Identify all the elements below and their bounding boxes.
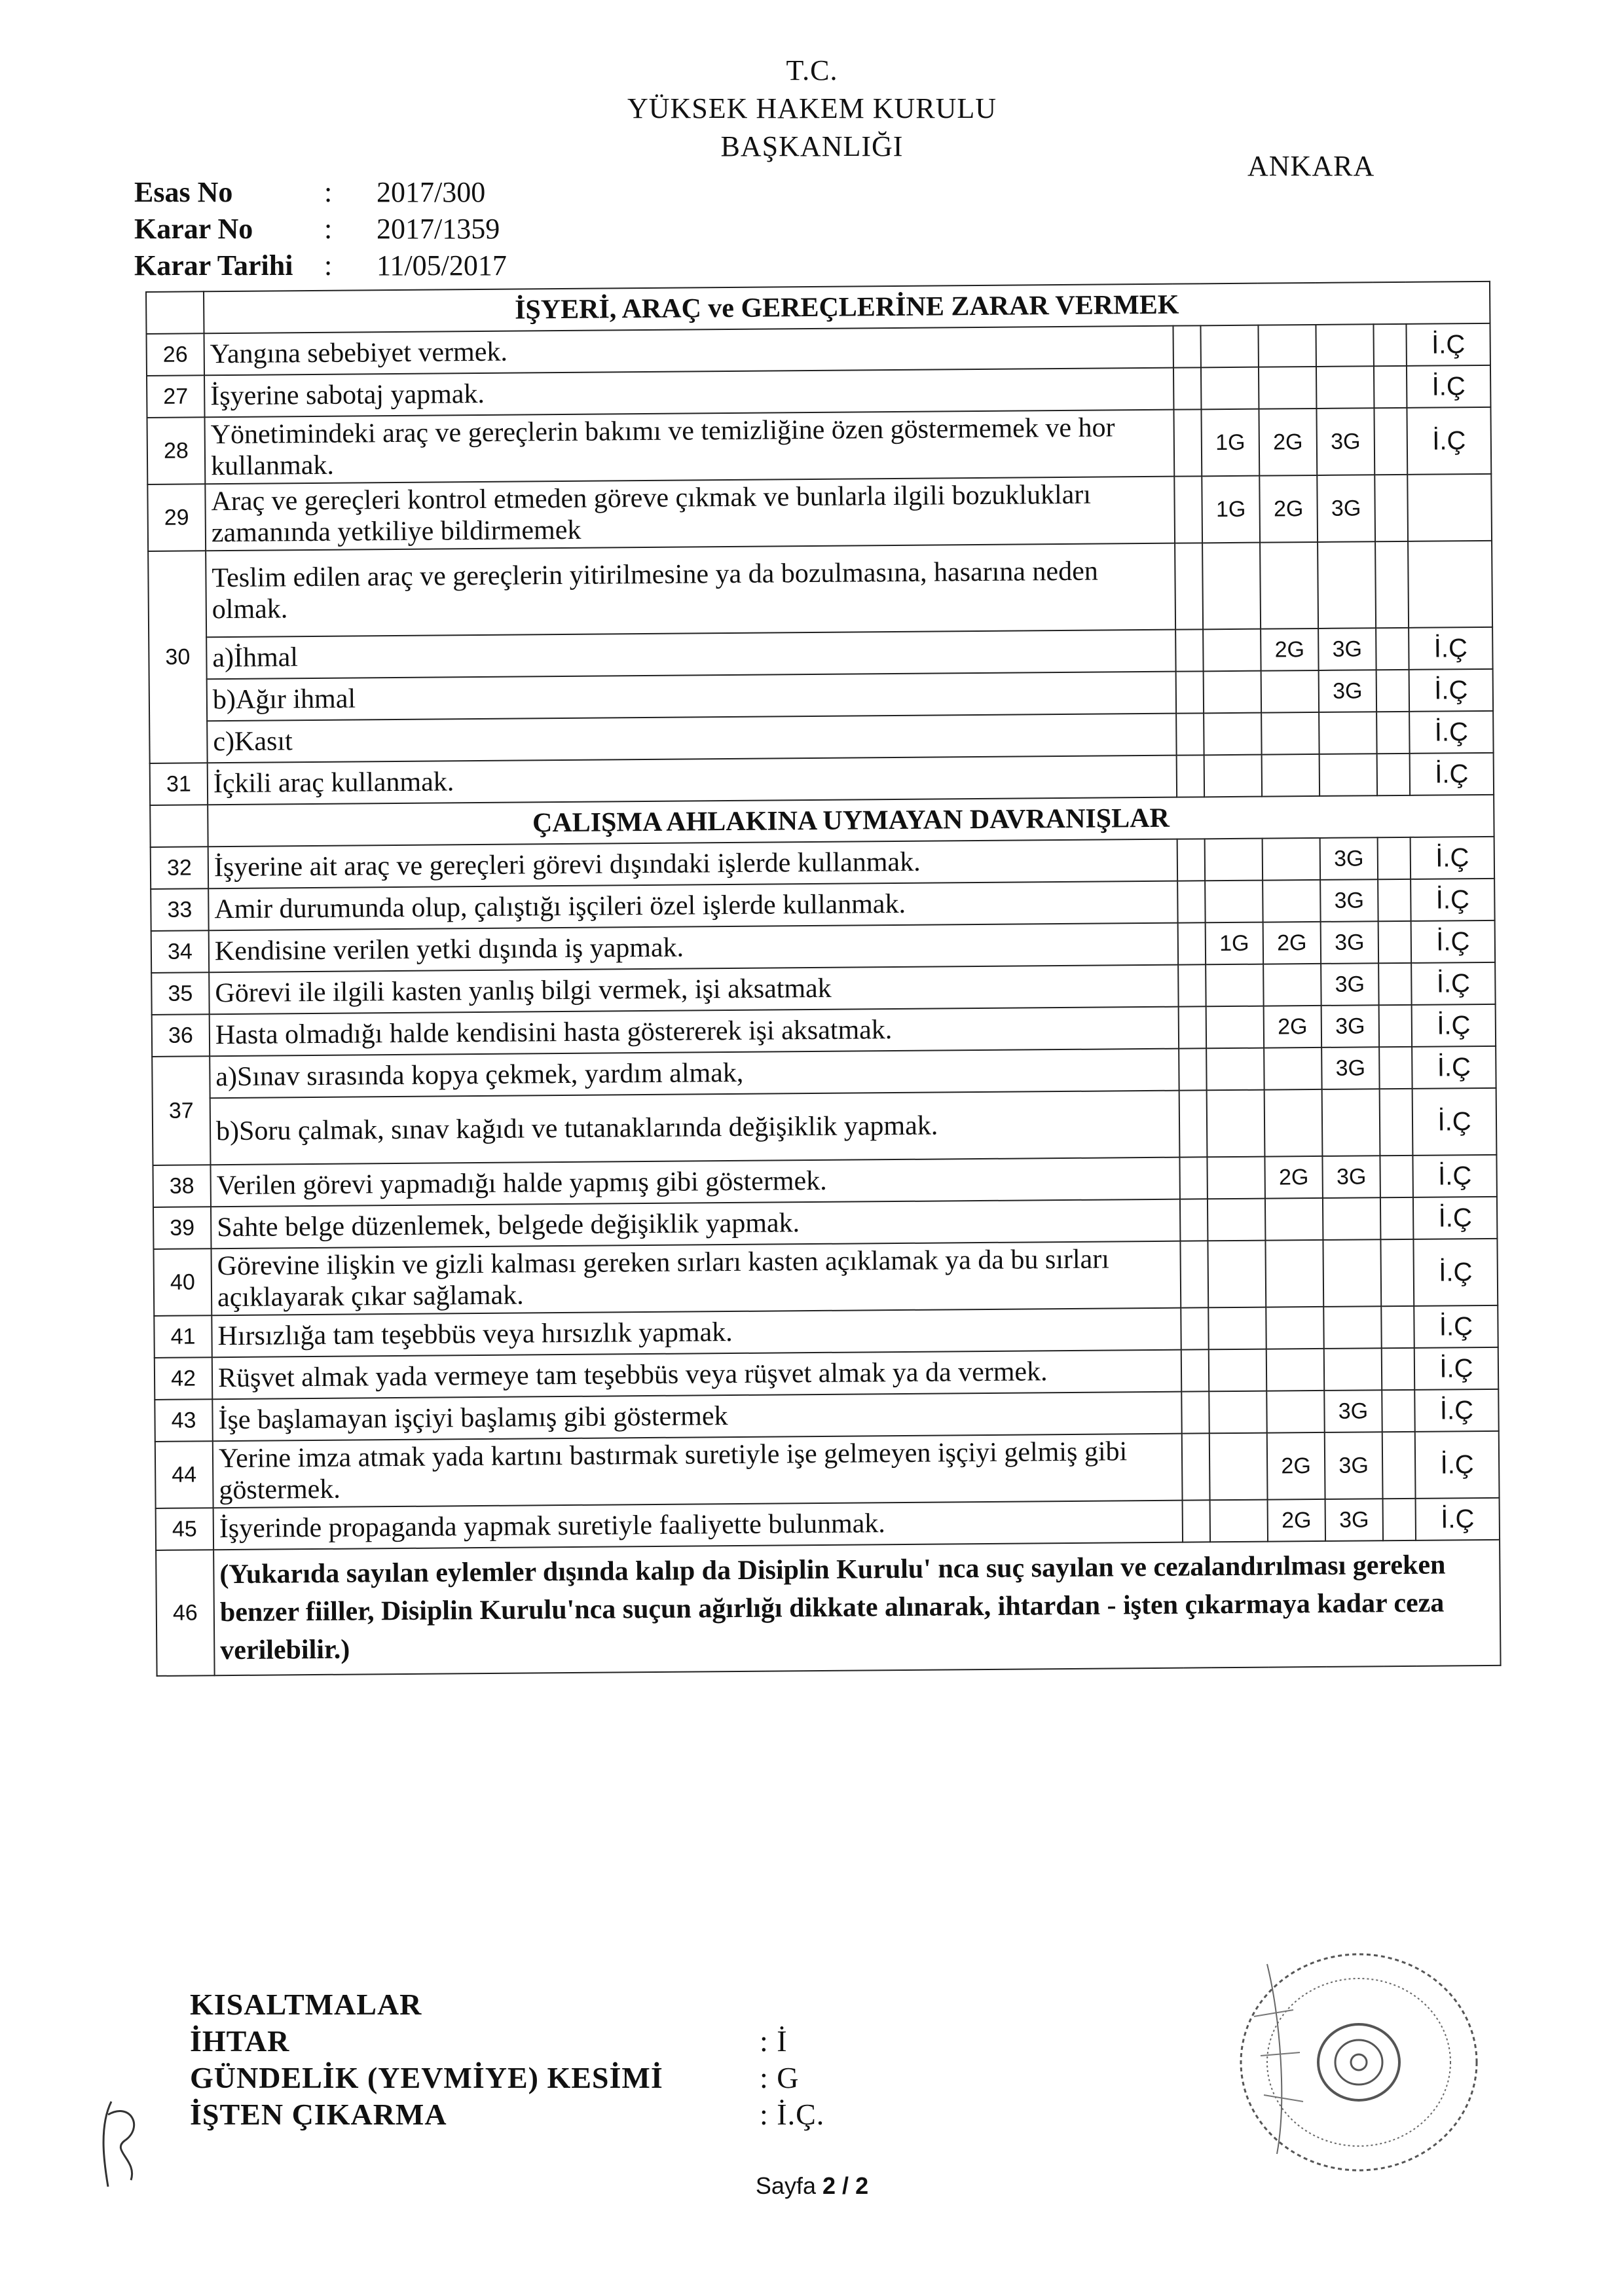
official-stamp	[1215, 1938, 1503, 2187]
blank-cell	[1204, 671, 1262, 714]
penalty-3g: 3G	[1321, 1047, 1379, 1089]
blank-cell	[1173, 409, 1202, 476]
header-tc: T.C.	[786, 54, 838, 86]
penalty-3g: 3G	[1321, 921, 1379, 964]
abbr-code: : İ	[760, 2024, 788, 2058]
penalty-dismissal: İ.Ç	[1406, 323, 1490, 366]
offense-number: 40	[153, 1248, 212, 1316]
penalty-3g	[1316, 366, 1375, 409]
abbr-term: İŞTEN ÇIKARMA	[190, 2098, 447, 2131]
penalty-1g	[1209, 1433, 1268, 1501]
offense-description: Yerine imza atmak yada kartını bastırmak suretiyle işe gelmeyen işçiyi gelmiş gibi göstermek.	[213, 1434, 1183, 1508]
penalty-2g	[1266, 1349, 1325, 1391]
blank-cell	[1177, 881, 1206, 922]
penalty-dismissal: İ.Ç	[1409, 669, 1494, 712]
meta-row	[134, 175, 507, 212]
offense-number: 46	[156, 1550, 215, 1676]
penalty-2g	[1261, 712, 1319, 755]
offense-subitem: b)Soru çalmak, sınav kağıdı ve tutanaklarında değişiklik yapmak.	[210, 1091, 1180, 1165]
blank-cell	[1382, 1390, 1415, 1432]
offense-description: Sahte belge düzenlemek, belgede değişiklik yapmak.	[211, 1199, 1180, 1249]
blank-cell	[1178, 922, 1206, 964]
penalty-1g	[1206, 964, 1263, 1007]
blank-cell	[1202, 543, 1261, 630]
penalty-2g	[1265, 1240, 1323, 1307]
offense-description: Görevine ilişkin ve gizli kalması gereken sırları kasten açıklamak ya da bu sırları açıklayarak çıkar sağlamak.	[211, 1241, 1181, 1316]
blank-cell	[1182, 1433, 1210, 1500]
penalty-dismissal: İ.Ç	[1412, 1088, 1497, 1156]
offense-number: 39	[153, 1207, 211, 1249]
page-total: 2	[855, 2172, 869, 2199]
penalty-1g: 1G	[1206, 922, 1264, 965]
penalty-dismissal: İ.Ç	[1414, 1347, 1499, 1390]
offense-number: 41	[154, 1315, 212, 1358]
penalty-2g: 2G	[1259, 475, 1318, 543]
penalty-3g: 3G	[1325, 1499, 1383, 1541]
blank-cell	[1175, 629, 1204, 671]
meta-row	[134, 249, 507, 285]
blank-cell	[1375, 541, 1409, 628]
blank-cell	[1207, 1090, 1265, 1157]
blank-cell	[146, 291, 204, 334]
offense-subitem: a)Sınav sırasında kopya çekmek, yardım almak,	[210, 1049, 1179, 1099]
penalty-1g: 1G	[1201, 409, 1259, 477]
blank-cell	[1179, 1048, 1207, 1090]
meta-label: Karar No	[134, 213, 253, 245]
table-row	[147, 474, 1492, 551]
offense-description: İşyerine ait araç ve gereçleri görevi dışındaki işlerde kullanmak.	[208, 839, 1177, 889]
penalty-2g: 2G	[1264, 1006, 1322, 1048]
penalty-1g	[1208, 1307, 1266, 1350]
blank-cell	[1175, 543, 1203, 629]
blank-cell	[1176, 671, 1204, 713]
blank-cell	[1378, 921, 1412, 963]
penalty-1g	[1206, 1006, 1264, 1049]
penalty-3g	[1324, 1348, 1382, 1391]
penalty-2g: 2G	[1267, 1432, 1325, 1500]
offense-description: Kendisine verilen yetki dışında iş yapmak.	[209, 923, 1178, 973]
blank-cell	[1181, 1307, 1209, 1349]
offense-number: 43	[155, 1399, 212, 1442]
offense-number: 31	[150, 763, 208, 805]
penalty-3g	[1323, 1197, 1380, 1240]
blank-cell	[1379, 1047, 1412, 1089]
blank-cell	[1376, 712, 1410, 754]
penalty-table-body	[146, 282, 1501, 1676]
penalty-dismissal: İ.Ç	[1412, 1046, 1496, 1089]
blank-cell	[1178, 964, 1206, 1006]
penalty-3g: 3G	[1317, 475, 1375, 542]
penalty-1g	[1201, 367, 1259, 410]
offense-number: 34	[151, 930, 209, 973]
penalty-dismissal	[1407, 474, 1492, 541]
blank-cell	[1180, 1241, 1208, 1307]
penalty-3g: 3G	[1325, 1432, 1383, 1499]
offense-description: İçkili araç kullanmak.	[208, 756, 1177, 805]
penalty-3g: 3G	[1324, 1390, 1382, 1432]
offense-number: 44	[155, 1441, 213, 1508]
penalty-3g: 3G	[1318, 628, 1376, 670]
blank-cell	[1381, 1306, 1414, 1348]
penalty-2g	[1265, 1198, 1323, 1241]
blank-cell	[1379, 1005, 1412, 1047]
blank-cell	[1380, 1197, 1414, 1239]
section-heading: İŞYERİ, ARAÇ ve GEREÇLERİNE ZARAR VERMEK	[204, 282, 1490, 333]
penalty-2g: 2G	[1263, 922, 1321, 964]
blank-cell	[1408, 541, 1492, 628]
offense-subitem: b)Ağır ihmal	[207, 672, 1176, 721]
penalty-1g	[1207, 1157, 1264, 1199]
penalty-dismissal: İ.Ç	[1413, 1197, 1498, 1239]
penalty-3g: 3G	[1320, 879, 1378, 922]
penalty-2g: 2G	[1268, 1499, 1326, 1542]
table-row	[155, 1431, 1500, 1508]
penalty-2g	[1262, 754, 1320, 797]
abbr-row	[190, 2060, 824, 2097]
meta-value: 11/05/2017	[377, 249, 507, 282]
blank-cell	[1378, 879, 1411, 921]
penalty-1g	[1209, 1391, 1267, 1434]
blank-cell	[1378, 837, 1411, 879]
penalty-2g: 2G	[1261, 629, 1319, 671]
penalty-dismissal: İ.Ç	[1409, 627, 1493, 670]
penalty-1g	[1200, 325, 1258, 368]
offense-number: 42	[155, 1357, 212, 1400]
penalty-2g	[1258, 325, 1316, 367]
penalty-dismissal: İ.Ç	[1414, 1305, 1498, 1348]
offense-number: 37	[152, 1056, 210, 1165]
offense-description: Rüşvet almak yada vermeye tam teşebbüs veya rüşvet almak ya da vermek.	[212, 1350, 1181, 1400]
blank-cell	[1264, 1089, 1323, 1157]
abbr-term: İHTAR	[190, 2024, 290, 2058]
meta-colon: :	[324, 176, 333, 208]
penalty-dismissal: İ.Ç	[1411, 962, 1496, 1005]
penalty-dismissal: İ.Ç	[1411, 920, 1496, 963]
penalty-3g	[1316, 324, 1373, 367]
penalty-2g	[1263, 964, 1321, 1006]
penalty-2g	[1259, 367, 1317, 409]
penalty-2g	[1266, 1307, 1323, 1349]
abbr-row	[190, 2024, 824, 2060]
penalty-dismissal: İ.Ç	[1412, 1004, 1496, 1047]
blank-cell	[1173, 325, 1201, 367]
penalty-3g: 3G	[1321, 963, 1379, 1006]
blank-cell	[1373, 324, 1407, 366]
penalty-1g	[1205, 881, 1263, 923]
offense-description: Amir durumunda olup, çalıştığı işçileri özel işlerde kullanmak.	[208, 881, 1177, 931]
blank-cell	[1380, 1239, 1414, 1306]
offense-description: Yangına sebebiyet vermek.	[204, 326, 1173, 376]
penalty-1g	[1209, 1349, 1267, 1392]
section-heading: ÇALIŞMA AHLAKINA UYMAYAN DAVRANIŞLAR	[208, 795, 1494, 847]
meta-label: Esas No	[134, 176, 233, 208]
offense-description: Hırsızlığa tam teşebbüs veya hırsızlık yapmak.	[212, 1308, 1181, 1358]
header-city: ANKARA	[1247, 150, 1375, 182]
penalty-dismissal: İ.Ç	[1412, 1155, 1497, 1197]
blank-cell	[1374, 408, 1407, 475]
abbr-term: GÜNDELİK (YEVMİYE) KESİMİ	[190, 2061, 663, 2094]
penalty-2g	[1263, 838, 1320, 881]
offense-number: 26	[147, 333, 204, 376]
offense-description: Araç ve gereçleri kontrol etmeden göreve çıkmak ve bunlarla ilgili bozuklukları zamanında yetkiliye bildirmemek	[205, 477, 1175, 551]
offense-description: Görevi ile ilgili kasten yanlış bilgi vermek, işi aksatmak	[209, 965, 1178, 1015]
penalty-3g	[1323, 1239, 1381, 1307]
penalty-3g	[1319, 712, 1376, 754]
offense-description: Hasta olmadığı halde kendisini hasta göstererek işi aksatmak.	[210, 1007, 1179, 1057]
penalty-dismissal: İ.Ç	[1411, 879, 1495, 921]
meta-value: 2017/1359	[377, 213, 500, 245]
offense-number: 36	[152, 1014, 210, 1057]
header-institution: YÜKSEK HAKEM KURULU	[627, 92, 997, 124]
penalty-1g	[1204, 755, 1263, 797]
offense-number: 38	[153, 1165, 210, 1207]
offense-description: Yönetimindeki araç ve gereçlerin bakımı ve temizliğine özen göstermemek ve hor kullanmak.	[205, 410, 1175, 484]
blank-cell	[1181, 1391, 1209, 1433]
penalty-dismissal: İ.Ç	[1407, 407, 1491, 475]
blank-cell	[1177, 755, 1205, 797]
blank-cell	[1375, 475, 1408, 541]
penalty-2g: 2G	[1264, 1156, 1322, 1199]
penalty-dismissal: İ.Ç	[1411, 837, 1495, 879]
blank-cell	[1206, 1048, 1264, 1091]
blank-cell	[1380, 1156, 1413, 1197]
penalty-3g: 3G	[1319, 670, 1377, 712]
penalty-dismissal: İ.Ç	[1415, 1431, 1500, 1499]
blank-cell	[1183, 1500, 1211, 1542]
offense-subitem: a)İhmal	[206, 630, 1175, 680]
penalty-2g	[1266, 1391, 1324, 1433]
penalty-table	[145, 281, 1502, 1677]
blank-cell	[1374, 366, 1407, 408]
blank-cell	[1203, 629, 1261, 672]
page-current: 2	[822, 2172, 836, 2199]
blank-cell	[1179, 1006, 1207, 1048]
abbr-code: : İ.Ç.	[760, 2098, 825, 2131]
meta-row	[134, 212, 507, 249]
penalty-1g	[1208, 1199, 1266, 1241]
penalty-3g	[1323, 1306, 1381, 1349]
offense-number: 45	[156, 1508, 213, 1550]
blank-cell	[1318, 541, 1376, 629]
blank-cell	[1378, 963, 1412, 1005]
blank-cell	[1377, 754, 1411, 795]
blank-cell	[1382, 1348, 1415, 1390]
penalty-dismissal: İ.Ç	[1409, 711, 1494, 754]
blank-cell	[1181, 1349, 1209, 1391]
penalty-1g: 1G	[1202, 476, 1260, 543]
offense-description: İşyerinde propaganda yapmak suretiyle faaliyette bulunmak.	[213, 1501, 1183, 1550]
abbr-code: : G	[760, 2061, 800, 2094]
blank-cell	[1176, 713, 1204, 755]
blank-cell	[1174, 476, 1202, 543]
blank-cell	[1204, 713, 1261, 756]
penalty-dismissal: İ.Ç	[1410, 753, 1494, 795]
blank-cell	[1383, 1499, 1416, 1540]
abbreviations	[190, 1987, 824, 2134]
penalty-3g: 3G	[1320, 837, 1378, 880]
table-row	[156, 1540, 1501, 1676]
offense-description: Teslim edilen araç ve gereçlerin yitirilmesine ya da bozulmasına, hasarına neden olmak.	[206, 543, 1175, 638]
abbr-title: KISALTMALAR	[190, 1988, 422, 2021]
offense-description: İşyerine sabotaj yapmak.	[204, 368, 1173, 418]
page-label: Sayfa	[755, 2172, 816, 2199]
table-row	[153, 1239, 1498, 1316]
offense-subitem: c)Kasıt	[207, 714, 1176, 763]
offense-description: İşe başlamayan işçiyi başlamış gibi göstermek	[212, 1392, 1181, 1442]
blank-cell	[1177, 839, 1206, 881]
blank-cell	[1260, 542, 1318, 629]
abbr-row	[190, 2097, 824, 2134]
penalty-dismissal: İ.Ç	[1407, 365, 1491, 408]
blank-cell	[1376, 670, 1410, 712]
table-row	[147, 407, 1492, 484]
blank-cell	[1382, 1432, 1416, 1499]
page-sep: /	[842, 2172, 849, 2199]
blank-cell	[1179, 1157, 1208, 1199]
blank-cell	[1322, 1089, 1380, 1156]
penalty-1g	[1208, 1241, 1266, 1308]
meta-colon: :	[324, 213, 333, 245]
blank-cell	[1173, 367, 1202, 409]
offense-number: 32	[151, 847, 208, 889]
penalty-2g	[1261, 670, 1319, 713]
penalty-dismissal: İ.Ç	[1414, 1389, 1499, 1432]
penalty-dismissal: İ.Ç	[1416, 1498, 1500, 1540]
blank-cell	[1376, 628, 1409, 670]
penalty-dismissal: İ.Ç	[1413, 1239, 1498, 1306]
offense-description: Verilen görevi yapmadığı halde yapmış gibi göstermek.	[210, 1157, 1179, 1207]
penalty-3g: 3G	[1316, 408, 1375, 475]
blank-cell	[150, 805, 208, 847]
offense-number: 29	[147, 484, 206, 551]
meta-label: Karar Tarihi	[134, 249, 293, 282]
blank-cell	[1179, 1090, 1208, 1157]
offense-number: 35	[151, 972, 209, 1015]
abbr-title-row	[190, 1987, 824, 2024]
offense-number: 27	[147, 375, 204, 418]
header-presidency: BAŞKANLIĞI	[720, 130, 904, 162]
blank-cell	[1180, 1199, 1208, 1241]
table-row	[148, 541, 1492, 638]
handwritten-initial	[92, 2088, 164, 2193]
meta-value: 2017/300	[377, 176, 486, 208]
penalty-2g	[1263, 880, 1321, 922]
table-row	[153, 1088, 1497, 1165]
offense-number: 28	[147, 417, 206, 484]
penalty-1g	[1210, 1500, 1268, 1542]
penalty-3g	[1320, 754, 1377, 796]
meta-colon: :	[324, 249, 333, 282]
penalty-3g: 3G	[1321, 1005, 1379, 1048]
blank-cell	[1264, 1048, 1322, 1090]
penalty-2g: 2G	[1259, 409, 1317, 476]
offense-number: 33	[151, 888, 208, 931]
general-clause: (Yukarıda sayılan eylemler dışında kalıp da Disiplin Kurulu' nca suç sayılan ve cezalandırılması gereken benzer fiiller, Disiplin Kurulu'nca suçun ağırlığı dikkate alınarak, ihtardan - işten çıkarmaya kadar ceza verilebilir.)	[213, 1540, 1501, 1675]
penalty-3g: 3G	[1322, 1156, 1380, 1198]
case-metadata	[134, 175, 507, 285]
penalty-1g	[1205, 839, 1263, 881]
blank-cell	[1380, 1089, 1413, 1156]
offense-number: 30	[148, 551, 208, 763]
